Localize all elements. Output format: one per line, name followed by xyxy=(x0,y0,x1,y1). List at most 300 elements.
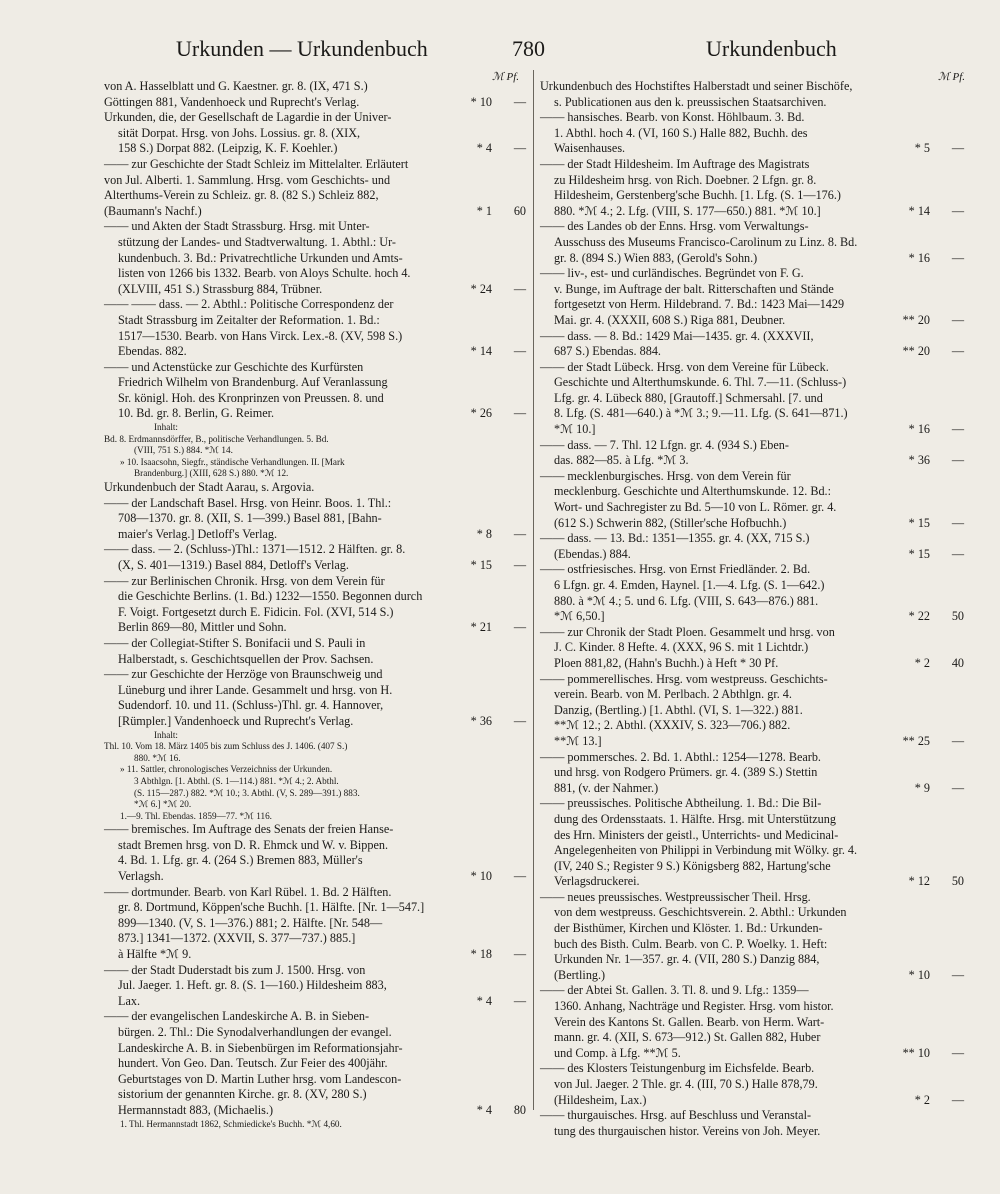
pfennig-value: — xyxy=(513,526,526,541)
entry-text: 881, (v. der Nahmer.) xyxy=(554,780,659,795)
pfennig-value: — xyxy=(513,947,526,962)
entry-text: des Hrn. Ministers der geistl., Unterrichts- und Medicinal- xyxy=(554,827,839,842)
entry-text: 10. Bd. gr. 8. Berlin, G. Reimer. xyxy=(118,406,275,421)
entry-line xyxy=(104,141,526,157)
price-mark: ** 20 xyxy=(902,312,930,327)
entry-text: —— bremisches. Im Auftrage des Senats der freien Hanse- xyxy=(104,822,394,837)
pfennig-value: — xyxy=(951,422,964,437)
entry-text: —— hansisches. Bearb. von Konst. Höhlbaum. 3. Bd. xyxy=(540,110,805,125)
price-mark: * 24 xyxy=(470,281,492,296)
entry-text: » 10. Isaacsohn, Siegfr., ständische Verhandlungen. II. [Mark xyxy=(120,456,345,467)
entry-line xyxy=(104,282,526,298)
entry-line xyxy=(104,457,526,469)
entry-text: dung des Ordensstaats. 1. Hälfte. Hrsg. mit Unterstützung xyxy=(554,811,836,826)
entry-line xyxy=(104,764,526,776)
price-mark: * 10 xyxy=(470,869,492,884)
entry-text: mecklenburg. Geschichte und Alterthumskunde. 12. Bd.: xyxy=(554,484,831,499)
entry-line xyxy=(540,110,964,126)
column-divider xyxy=(533,70,534,1110)
entry-text: kundenbuch. 3. Bd.: Privatrechtliche Urkunden und Amts- xyxy=(118,250,403,265)
entry-line xyxy=(540,625,964,641)
price-mark: * 8 xyxy=(476,526,492,541)
entry-text: Berlin 869—80, Mittler und Sohn. xyxy=(118,620,287,635)
pfennig-value: — xyxy=(513,406,526,421)
currency-unit-left: ℳ Pf. xyxy=(492,71,520,83)
entry-line xyxy=(104,838,526,854)
entry-line xyxy=(540,594,964,610)
entry-text: —— und Actenstücke zur Geschichte des Kurfürsten xyxy=(104,359,364,374)
entry-text: sistorium der genannten Kirche. gr. 8. (XV, 280 S.) xyxy=(118,1087,367,1102)
entry-text: —— ostfriesisches. Hrsg. von Ernst Friedländer. 2. Bd. xyxy=(540,562,811,577)
entry-line xyxy=(104,1119,526,1131)
entry-text: (Baumann's Nachf.) xyxy=(104,203,202,218)
entry-line xyxy=(104,994,526,1010)
entry-line xyxy=(540,157,964,173)
entry-text: *ℳ 6.] *ℳ 20. xyxy=(134,799,192,810)
entry-text: 8. Lfg. (S. 481—640.) à *ℳ 3.; 9.—11. Lfg. (S. 641—871.) xyxy=(554,406,848,421)
price-mark: * 36 xyxy=(908,453,930,468)
entry-text: 1360. Anhang, Nachträge und Register. Hrsg. vom histor. xyxy=(554,999,834,1014)
entry-line xyxy=(540,391,964,407)
entry-text: Verlagsdruckerei. xyxy=(554,874,640,889)
entry-text: Urkunden Nr. 1—357. gr. 4. (VII, 280 S.) Danzig 884, xyxy=(554,952,820,967)
entry-text: Stadt Strassburg im Zeitalter der Reformation. 1. Bd.: xyxy=(118,312,380,327)
entry-text: 1.—9. Thl. Ebendas. 1859—77. *ℳ 116. xyxy=(120,810,272,821)
entry-text: die Geschichte Berlins. (1. Bd.) 1232—1550. Begonnen durch xyxy=(118,589,423,604)
entry-text: (X, S. 401—1319.) Basel 884, Detloff's Verlag. xyxy=(118,558,349,572)
entry-text: *ℳ 10.] xyxy=(554,422,596,437)
entry-text: (S. 115—287.) 882. *ℳ 10.; 3. Abthl. (V, S. 289—391.) 883. xyxy=(134,787,360,798)
left-column xyxy=(104,79,526,1130)
price-mark: * 16 xyxy=(908,250,930,265)
pfennig-value: — xyxy=(951,203,964,218)
entry-text: das. 882—85. à Lfg. *ℳ 3. xyxy=(554,453,689,468)
entry-line xyxy=(540,375,964,391)
pfennig-value: — xyxy=(951,1045,964,1060)
entry-line xyxy=(104,947,526,963)
entry-line xyxy=(104,173,526,189)
entry-text: —— pommerellisches. Hrsg. vom westpreuss. Geschichts- xyxy=(540,671,828,686)
entry-line xyxy=(104,558,526,574)
pfennig-value: — xyxy=(951,344,964,359)
entry-text: stadt Bremen hrsg. von D. R. Ehmck und W. v. Bippen. xyxy=(118,837,389,852)
entry-line xyxy=(540,781,964,797)
entry-line xyxy=(540,313,964,329)
entry-line xyxy=(104,266,526,282)
entry-text: » 11. Sattler, chronologisches Verzeichniss der Urkunden. xyxy=(120,764,333,775)
entry-text: **ℳ 13.] xyxy=(554,733,602,748)
entry-text: Mai. gr. 4. (XXXII, 608 S.) Riga 881, Deubner. xyxy=(554,312,786,327)
entry-text: 880. à *ℳ 4.; 5. und 6. Lfg. (VIII, S. 643—876.) 881. xyxy=(554,593,819,608)
entry-line xyxy=(104,900,526,916)
entry-line xyxy=(104,496,526,512)
right-column xyxy=(540,79,964,1139)
price-mark: * 21 xyxy=(470,620,492,635)
entry-line xyxy=(540,921,964,937)
entry-text: und Comp. à Lfg. **ℳ 5. xyxy=(554,1045,681,1060)
price-mark: * 5 xyxy=(914,141,930,156)
entry-text: Waisenhauses. xyxy=(554,141,626,156)
price-mark: * 15 xyxy=(908,546,930,561)
entry-line xyxy=(104,741,526,753)
entry-line xyxy=(104,511,526,527)
entry-line xyxy=(104,916,526,932)
entry-line xyxy=(104,788,526,800)
entry-text: —— dass. — 7. Thl. 12 Lfgn. gr. 4. (934 S.) Eben- xyxy=(540,437,789,452)
entry-line xyxy=(104,1009,526,1025)
entry-text: von Jul. Alberti. 1. Sammlung. Hrsg. vom Geschichts- und xyxy=(104,172,391,187)
entry-line xyxy=(104,620,526,636)
entry-text: der Bisthümer, Kirchen und Klöster. 1. Bd.: Urkunden- xyxy=(554,921,823,936)
pfennig-value: — xyxy=(951,312,964,327)
entry-text: Göttingen 881, Vandenhoeck und Ruprecht's Verlag. xyxy=(104,94,360,109)
entry-line xyxy=(104,1103,526,1119)
entry-text: J. C. Kinder. 8 Hefte. 4. (XXX, 96 S. mit 1 Lichtdr.) xyxy=(554,640,809,655)
entry-line xyxy=(104,406,526,422)
pfennig-value: — xyxy=(951,250,964,265)
entry-text: —— pommersches. 2. Bd. 1. Abthl.: 1254—1278. Bearb. xyxy=(540,749,821,764)
entry-line xyxy=(540,859,964,875)
entry-line xyxy=(104,360,526,376)
entry-text: Brandenburg.] (XIII, 628 S.) 880. *ℳ 12. xyxy=(134,468,289,479)
pfennig-value: — xyxy=(951,1092,964,1107)
currency-unit-right: ℳ Pf. xyxy=(938,71,966,83)
pfennig-value: — xyxy=(513,281,526,296)
entry-text: Ausschuss des Museums Francisco-Carolinum zu Linz. 8. Bd. xyxy=(554,234,858,249)
entry-line xyxy=(104,126,526,142)
entry-line xyxy=(540,812,964,828)
entry-line xyxy=(104,811,526,823)
entry-line xyxy=(540,344,964,360)
entry-text: Landeskirche A. B. in Siebenbürgen im Reformationsjahr- xyxy=(118,1040,403,1055)
price-mark: * 14 xyxy=(470,344,492,359)
entry-text: Inhalt: xyxy=(154,422,178,433)
entry-text: fortgesetzt von Herm. Hildebrand. 7. Bd.: 1423 Mai—1429 xyxy=(554,297,845,312)
entry-text: Jul. Jaeger. 1. Heft. gr. 8. (S. 1—160.) Hildesheim 883, xyxy=(118,978,387,993)
entry-line xyxy=(104,204,526,220)
entry-text: Hildesheim, Gerstenberg'sche Buchh. [1. Lfg. (S. 1—176.) xyxy=(554,188,841,203)
pfennig-value: — xyxy=(951,780,964,795)
pfennig-value: — xyxy=(513,344,526,359)
entry-text: Sr. königl. Hoh. des Kronprinzen von Preussen. 8. und xyxy=(118,390,384,405)
entry-text: Urkundenbuch des Hochstiftes Halberstadt und seiner Bischöfe, xyxy=(540,79,853,93)
entry-text: 687 S.) Ebendas. 884. xyxy=(554,344,661,359)
pfennig-value: — xyxy=(513,713,526,728)
entry-line xyxy=(540,952,964,968)
entry-text: Verein des Kantons St. Gallen. Bearb. von Herm. Wart- xyxy=(554,1014,825,1029)
pfennig-value: — xyxy=(951,967,964,982)
entry-text: —— liv-, est- und curländisches. Begründet von F. G. xyxy=(540,266,804,281)
entry-text: sität Dorpat. Hrsg. von Johs. Lossius. gr. 8. (XIX, xyxy=(118,125,361,140)
entry-line xyxy=(540,95,964,111)
entry-line xyxy=(104,344,526,360)
entry-text: (XLVIII, 451 S.) Strassburg 884, Trübner. xyxy=(118,281,323,296)
entry-text: —— zur Berlinischen Chronik. Hrsg. von dem Verein für xyxy=(104,573,385,588)
entry-text: 1517—1530. Bearb. von Hans Virck. Lex.-8. (XV, 598 S.) xyxy=(118,328,403,343)
entry-line xyxy=(104,445,526,457)
pfennig-value: 80 xyxy=(513,1102,526,1117)
entry-line xyxy=(104,869,526,885)
entry-text: *ℳ 6,50.] xyxy=(554,609,605,624)
price-mark: * 12 xyxy=(908,874,930,889)
entry-line xyxy=(104,822,526,838)
entry-line xyxy=(540,1015,964,1031)
entry-text: Alterthums-Verein zu Schleiz. gr. 8. (82 S.) Schleiz 882, xyxy=(104,188,379,203)
price-mark: * 22 xyxy=(908,609,930,624)
price-mark: * 2 xyxy=(914,655,930,670)
entry-text: verein. Bearb. von M. Perlbach. 2 Abthlgn. gr. 4. xyxy=(554,687,792,702)
entry-line xyxy=(104,251,526,267)
entry-line xyxy=(104,434,526,446)
entry-text: —— des Klosters Teistungenburg im Eichsfelde. Bearb. xyxy=(540,1061,815,1076)
entry-line xyxy=(104,963,526,979)
entry-line xyxy=(540,266,964,282)
entry-line xyxy=(540,656,964,672)
entry-text: von dem westpreuss. Geschichtsverein. 2. Abthl.: Urkunden xyxy=(554,905,847,920)
entry-line xyxy=(540,578,964,594)
entry-line xyxy=(540,173,964,189)
price-mark: * 2 xyxy=(914,1092,930,1107)
entry-line xyxy=(540,672,964,688)
entry-line xyxy=(540,438,964,454)
entry-line xyxy=(540,235,964,251)
entry-line xyxy=(104,235,526,251)
entry-line xyxy=(104,527,526,543)
entry-line xyxy=(104,574,526,590)
entry-line xyxy=(540,874,964,890)
pfennig-value: — xyxy=(513,620,526,635)
entry-line xyxy=(540,516,964,532)
entry-line xyxy=(104,422,526,434)
entry-line xyxy=(104,753,526,765)
entry-text: Urkunden, die, der Gesellschaft de Lagardie in der Univer- xyxy=(104,110,392,125)
entry-line xyxy=(104,885,526,901)
entry-text: Lax. xyxy=(118,993,140,1008)
pfennig-value: — xyxy=(951,546,964,561)
entry-text: Ploen 881,82, (Hahn's Buchh.) à Heft * 30 Pf. xyxy=(554,655,779,670)
price-mark: * 15 xyxy=(470,558,492,572)
entry-text: 3 Abthlgn. [1. Abthl. (S. 1—114.) 881. *ℳ 4.; 2. Abthl. xyxy=(134,775,339,786)
entry-text: Sudendorf. 10. und 11. (Schluss-)Thl. gr. 4. Hannover, xyxy=(118,698,384,713)
price-mark: * 4 xyxy=(476,993,492,1008)
entry-line xyxy=(104,219,526,235)
entry-line xyxy=(104,188,526,204)
entry-text: gr. 8. Dortmund, Köppen'sche Buchh. [1. Hälfte. [Nr. 1—547.] xyxy=(118,900,425,915)
entry-text: (IV, 240 S.; Register 9 S.) Königsberg 882, Hartung'sche xyxy=(554,858,831,873)
entry-text: Wort- und Sachregister zu Bd. 5—10 von L. Römer. gr. 4. xyxy=(554,500,837,515)
entry-text: v. Bunge, im Auftrage der balt. Ritterschaften und Stände xyxy=(554,281,834,296)
entry-text: buch des Bisth. Culm. Bearb. von C. P. Woelky. 1. Heft: xyxy=(554,936,828,951)
entry-line xyxy=(104,730,526,742)
entry-text: Urkundenbuch der Stadt Aarau, s. Argovia. xyxy=(104,480,315,495)
price-mark: ** 10 xyxy=(902,1045,930,1060)
entry-text: —— neues preussisches. Westpreussischer Theil. Hrsg. xyxy=(540,889,811,904)
entry-line xyxy=(540,718,964,734)
price-mark: ** 25 xyxy=(902,733,930,748)
entry-line xyxy=(540,188,964,204)
entry-line xyxy=(104,698,526,714)
pfennig-value: 60 xyxy=(513,203,526,218)
entry-text: gr. 8. (894 S.) Wien 883, (Gerold's Sohn.) xyxy=(554,250,758,265)
entry-line xyxy=(540,126,964,142)
entry-line xyxy=(540,1030,964,1046)
entry-line xyxy=(540,937,964,953)
pfennig-value: — xyxy=(951,141,964,156)
entry-text: Inhalt: xyxy=(154,729,178,740)
entry-line xyxy=(540,282,964,298)
entry-line xyxy=(540,469,964,485)
entry-text: —— dass. — 8. Bd.: 1429 Mai—1435. gr. 4. (XXXVII, xyxy=(540,328,814,343)
entry-line xyxy=(540,828,964,844)
entry-line xyxy=(540,999,964,1015)
entry-text: Bd. 8. Erdmannsdörffer, B., politische Verhandlungen. 5. Bd. xyxy=(104,433,329,444)
pfennig-value: — xyxy=(951,453,964,468)
entry-line xyxy=(104,714,526,730)
entry-text: Hermannstadt 883, (Michaelis.) xyxy=(118,1102,274,1117)
pfennig-value: — xyxy=(513,869,526,884)
entry-text: 899—1340. (V, S. 1—376.) 881; 2. Hälfte. [Nr. 548— xyxy=(118,915,383,930)
pfennig-value: — xyxy=(951,515,964,530)
entry-line xyxy=(104,468,526,480)
entry-line xyxy=(540,547,964,563)
price-mark: * 18 xyxy=(470,947,492,962)
entry-line xyxy=(104,79,526,95)
entry-line xyxy=(104,853,526,869)
entry-text: à Hälfte *ℳ 9. xyxy=(118,947,192,962)
entry-text: 1. Abthl. hoch 4. (VI, 160 S.) Halle 882, Buchh. des xyxy=(554,125,808,140)
entry-line xyxy=(104,110,526,126)
entry-line xyxy=(104,978,526,994)
price-mark: * 9 xyxy=(914,780,930,795)
entry-line xyxy=(540,983,964,999)
entry-line xyxy=(540,297,964,313)
entry-line xyxy=(104,1072,526,1088)
entry-text: und hrsg. von Rodgero Prümers. gr. 4. (389 S.) Stettin xyxy=(554,765,818,780)
entry-line xyxy=(104,776,526,788)
entry-text: Halberstadt, s. Geschichtsquellen der Prov. Sachsen. xyxy=(118,651,374,666)
entry-text: 1. Thl. Hermannstadt 1862, Schmiedicke's Buchh. *ℳ 4,60. xyxy=(120,1118,342,1129)
entry-line xyxy=(540,141,964,157)
entry-text: —— zur Geschichte der Stadt Schleiz im Mittelalter. Erläutert xyxy=(104,156,409,171)
entry-text: Ebendas. 882. xyxy=(118,344,187,359)
entry-text: s. Publicationen aus den k. preussischen Staatsarchiven. xyxy=(554,94,827,109)
entry-text: 6 Lfgn. gr. 4. Emden, Haynel. [1.—4. Lfg. (S. 1—642.) xyxy=(554,578,825,592)
entry-line xyxy=(540,968,964,984)
entry-text: —— dortmunder. Bearb. von Karl Rübel. 1. Bd. 2 Hälften. xyxy=(104,884,392,899)
entry-text: hundert. Von Geo. Dan. Teutsch. Zur Feier des 400jähr. xyxy=(118,1056,388,1071)
entry-line xyxy=(540,1046,964,1062)
entry-line xyxy=(540,1093,964,1109)
entry-line xyxy=(540,562,964,578)
pfennig-value: 50 xyxy=(951,874,964,889)
pfennig-value: — xyxy=(513,94,526,109)
entry-line xyxy=(540,204,964,220)
entry-text: Friedrich Wilhelm von Brandenburg. Auf Veranlassung xyxy=(118,375,388,390)
entry-line xyxy=(540,1124,964,1140)
entry-text: —— preussisches. Politische Abtheilung. 1. Bd.: Die Bil- xyxy=(540,796,822,811)
entry-line xyxy=(540,843,964,859)
entry-line xyxy=(540,750,964,766)
price-mark: * 10 xyxy=(470,94,492,109)
entry-line xyxy=(540,329,964,345)
entry-line xyxy=(540,703,964,719)
price-mark: * 36 xyxy=(470,713,492,728)
entry-line xyxy=(104,1056,526,1072)
entry-text: 880. *ℳ 16. xyxy=(134,752,181,763)
running-head-left: Urkunden — Urkundenbuch xyxy=(176,36,428,61)
entry-text: (Ebendas.) 884. xyxy=(554,546,631,561)
entry-text: —— der Stadt Lübeck. Hrsg. von dem Vereine für Lübeck. xyxy=(540,359,829,374)
entry-line xyxy=(104,799,526,811)
entry-text: (VIII, 751 S.) 884. *ℳ 14. xyxy=(134,445,233,456)
entry-text: —— zur Geschichte der Herzöge von Braunschweig und xyxy=(104,667,383,682)
price-mark: * 4 xyxy=(476,141,492,156)
entry-text: F. Voigt. Fortgesetzt durch E. Fidicin. Fol. (XVI, 514 S.) xyxy=(118,604,394,619)
entry-text: —— zur Chronik der Stadt Ploen. Gesammelt und hrsg. von xyxy=(540,624,835,639)
entry-text: [Rümpler.] Vandenhoeck und Ruprecht's Verlag. xyxy=(118,713,354,728)
entry-text: —— thurgauisches. Hrsg. auf Beschluss und Veranstal- xyxy=(540,1108,812,1123)
entry-line xyxy=(104,329,526,345)
entry-text: —— —— dass. — 2. Abthl.: Politische Correspondenz der xyxy=(104,297,394,312)
entry-line xyxy=(540,406,964,422)
pfennig-value: 50 xyxy=(951,609,964,624)
entry-text: —— der Abtei St. Gallen. 3. Tl. 8. und 9. Lfg.: 1359— xyxy=(540,983,809,998)
entry-line xyxy=(540,609,964,625)
entry-text: maier's Verlag.] Detloff's Verlag. xyxy=(118,526,278,541)
entry-line xyxy=(540,734,964,750)
entry-line xyxy=(104,297,526,313)
entry-text: 708—1370. gr. 8. (XII, S. 1—399.) Basel 881, [Bahn- xyxy=(118,511,382,526)
entry-text: Danzig, (Bertling.) [1. Abthl. (VI, S. 1—322.) 881. xyxy=(554,702,803,717)
entry-text: —— mecklenburgisches. Hrsg. von dem Verein für xyxy=(540,468,791,483)
entry-text: —— der Stadt Duderstadt bis zum J. 1500. Hrsg. von xyxy=(104,962,366,977)
entry-line xyxy=(540,219,964,235)
price-mark: * 10 xyxy=(908,967,930,982)
entry-text: Lfg. gr. 4. Lübeck 880, [Grautoff.] Schmersahl. [7. und xyxy=(554,390,823,405)
entry-text: bürgen. 2. Thl.: Die Synodalverhandlungen der evangel. xyxy=(118,1025,392,1039)
pfennig-value: — xyxy=(513,141,526,156)
entry-text: Lüneburg und ihrer Lande. Gesammelt und hrsg. von H. xyxy=(118,682,393,697)
entry-line xyxy=(104,931,526,947)
entry-line xyxy=(104,391,526,407)
entry-text: —— dass. — 2. (Schluss-)Thl.: 1371—1512. 2 Hälften. gr. 8. xyxy=(104,542,406,557)
entry-text: —— und Akten der Stadt Strassburg. Hrsg. mit Unter- xyxy=(104,219,370,234)
entry-line xyxy=(104,605,526,621)
pfennig-value: — xyxy=(513,993,526,1008)
entry-text: —— dass. — 13. Bd.: 1351—1355. gr. 4. (XX, 715 S.) xyxy=(540,531,810,546)
price-mark: * 4 xyxy=(476,1102,492,1117)
entry-text: **ℳ 12.; 2. Abthl. (XXXIV, S. 323—706.) 882. xyxy=(554,718,791,733)
entry-line xyxy=(540,796,964,812)
entry-line xyxy=(104,542,526,558)
entry-line xyxy=(104,375,526,391)
page-number: 780 xyxy=(512,36,545,61)
entry-line xyxy=(104,480,526,496)
page-header xyxy=(0,36,1000,70)
entry-line xyxy=(540,1061,964,1077)
entry-line xyxy=(540,640,964,656)
entry-line xyxy=(104,667,526,683)
entry-text: 873.] 1341—1372. (XXVII, S. 377—737.) 885.] xyxy=(118,931,356,946)
entry-text: listen von 1266 bis 1332. Bearb. von Aloys Schulte. hoch 4. xyxy=(118,266,411,281)
entry-text: von Jul. Jaeger. 2 Thle. gr. 4. (III, 70 S.) Halle 878,79. xyxy=(554,1077,818,1091)
price-mark: * 26 xyxy=(470,406,492,421)
price-mark: * 16 xyxy=(908,422,930,437)
entry-line xyxy=(540,360,964,376)
entry-text: zu Hildesheim hrsg. von Rich. Doebner. 2 Lfgn. gr. 8. xyxy=(554,172,817,187)
entry-line xyxy=(540,531,964,547)
entry-line xyxy=(104,1087,526,1103)
